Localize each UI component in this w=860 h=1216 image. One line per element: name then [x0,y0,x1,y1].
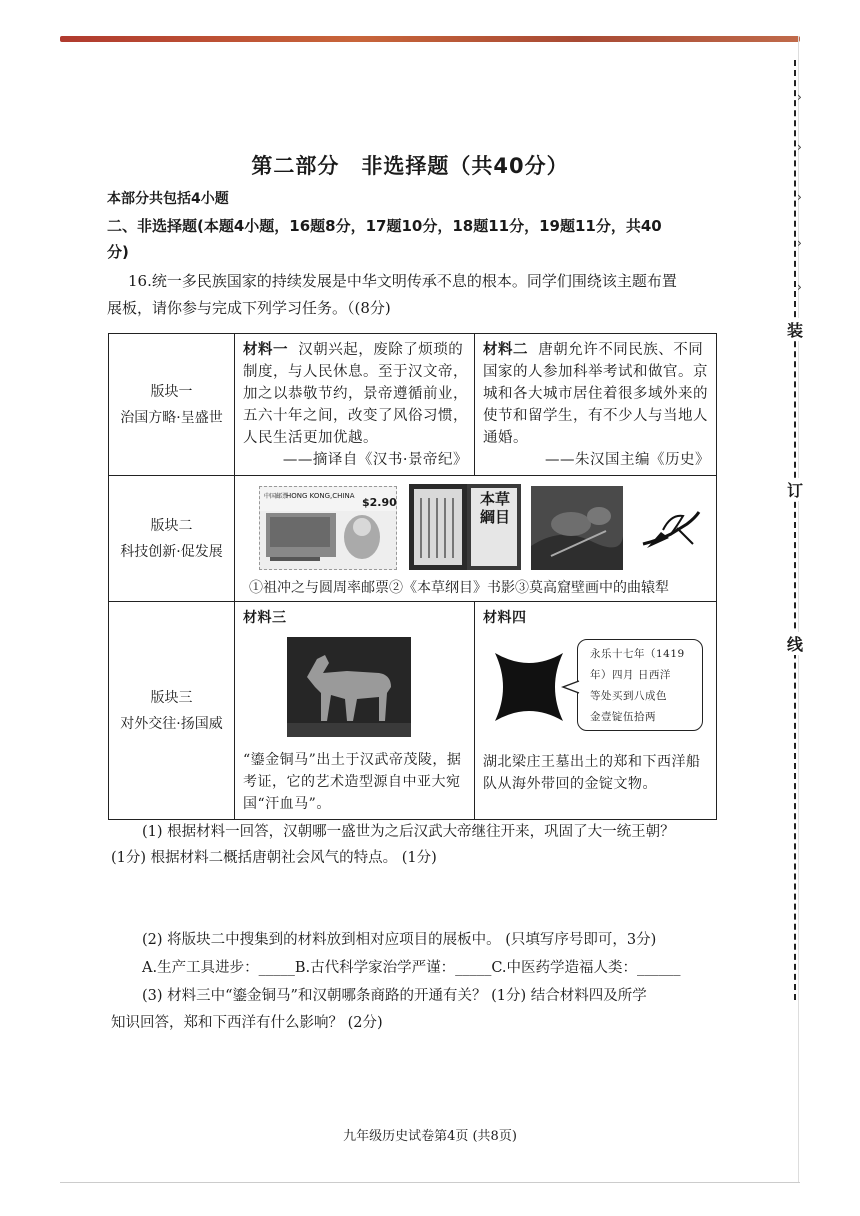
inscription-callout [577,639,703,731]
board-row-1 [109,334,717,476]
material-4 [475,602,717,820]
book-title: 本草綱目 [479,490,510,526]
part-intro: 本部分共包括4小题 [107,191,229,207]
block-theme: 治国方略·呈盛世 [120,409,223,426]
q16-stem-line1: 16.统一多民族国家的持续发展是中华文明传承不息的根本。同学们围绕该主题布置 [128,272,677,290]
page-bottom-edge [60,1182,800,1183]
material-1-text: 汉朝兴起，废除了烦琐的制度，与人民休息。至于汉文帝，加之以恭敬节约，景帝遵循前业，五六十年之间，改变了风俗习惯，人民生活更加优越。 [243,342,468,446]
bencao-gangmu-book-image [409,484,521,570]
binding-char-ding: 订 [784,478,806,501]
block-label-cell [109,602,235,820]
block-name: 版块三 [150,689,193,706]
binding-tick: › [797,236,802,250]
block-name: 版块二 [150,517,193,534]
section-heading-line1: 二、非选择题(本题4小题，16题8分，17题10分，18题11分，19题11分，共40 [107,217,662,235]
material-3-label: 材料三 [243,610,287,626]
plough-drawing [637,504,703,554]
block2-image-strip [241,482,716,574]
block2-caption: ①祖冲之与圆周率邮票②《本草纲目》书影③莫高窟壁画中的曲辕犁 [249,580,669,596]
mural-illustration [531,486,623,570]
gold-ingot-image [489,647,569,727]
section-heading-line2: 分) [107,243,129,261]
stamp-country: HONG KONG,CHINA [286,492,355,500]
material-4-caption: 湖北梁庄王墓出土的郑和下西洋船队从海外带回的金锭文物。 [483,754,701,792]
block-theme: 对外交往·扬国威 [120,715,223,732]
material-1-source: ——摘译自《汉书·景帝纪》 [282,452,468,468]
block-label-cell [109,476,235,602]
binding-char-zhuang: 装 [784,318,806,341]
page-footer: 九年级历史试卷第4页 (共8页) [343,1129,517,1144]
callout-pointer [561,679,581,695]
top-border-stripe [60,36,800,42]
material-2-text: 唐朝允许不同民族、不同国家的人参加科举考试和做官。京城和各大城市居住着很多域外来的使节和留学生，有不少人与当地人通婚。 [483,342,708,446]
exhibition-board-table [108,333,717,820]
inscription-line: 永乐十七年（1419 [590,648,685,660]
zu-chongzhi-stamp-image [259,486,397,570]
q16-3-line1: (3) 材料三中“鎏金铜马”和汉朝哪条商路的开通有关？ (1分) 结合材料四及所学 [142,988,647,1004]
binding-tick: › [797,90,802,104]
horse-silhouette [287,637,411,737]
part-title: 第二部分 非选择题（共40分） [251,154,569,178]
gold-ingot-exhibit [483,635,710,741]
material-1-label: 材料一 [243,342,288,358]
material-1 [235,334,475,476]
curved-plough-icon [637,504,703,554]
inscription-line: 年）四月 日西洋 [590,669,671,681]
material-2-source: ——朱汉国主编《历史》 [545,452,710,468]
q16-2-answer-blanks: A.生产工具进步：_____B.古代科学家治学严谨：_____C.中医药学造福人类：______ [142,960,681,976]
q16-3-line2: 知识回答，郑和下西洋有什么影响？ (2分) [111,1015,383,1031]
inscription-line: 金壹锭伍拾两 [590,711,656,723]
q16-stem-line2: 展板，请你参与完成下列学习任务。（(8分) [107,299,391,317]
board-row-3 [109,602,717,820]
material-2 [475,334,717,476]
binding-line [780,60,810,1000]
binding-dash [794,60,796,1000]
block-label-cell [109,334,235,476]
stamp-price: $2.90 [362,496,397,509]
material-4-label: 材料四 [483,610,527,626]
q16-2-line1: (2) 将版块二中搜集到的材料放到相对应项目的展板中。 (只填写序号即可，3分) [142,932,657,948]
block-theme: 科技创新·促发展 [120,543,223,560]
stamp-artwork [260,487,396,569]
binding-tick: › [797,280,802,294]
board-row-2 [109,476,717,602]
gilded-bronze-horse-image [287,637,411,737]
block2-images-cell [235,476,717,602]
q16-1-line2: (1分) 根据材料二概括唐朝社会风气的特点。 (1分) [111,850,437,866]
binding-tick: › [797,190,802,204]
inscription-line: 等处买到八成色 [590,690,667,702]
material-2-label: 材料二 [483,342,528,358]
q16-1-line1: (1) 根据材料一回答，汉朝哪一盛世为之后汉武大帝继往开来，巩固了大一统王朝？ [142,824,675,840]
block-name: 版块一 [150,383,193,400]
binding-tick: › [797,140,802,154]
material-3 [235,602,475,820]
material-3-caption: “鎏金铜马”出土于汉武帝茂陵，据考证，它的艺术造型源自中亚大宛国“汗血马”。 [243,752,462,812]
stamp-header: 中国邮票 [264,493,289,500]
mogao-mural-image [531,486,623,570]
binding-char-xian: 线 [784,632,806,655]
